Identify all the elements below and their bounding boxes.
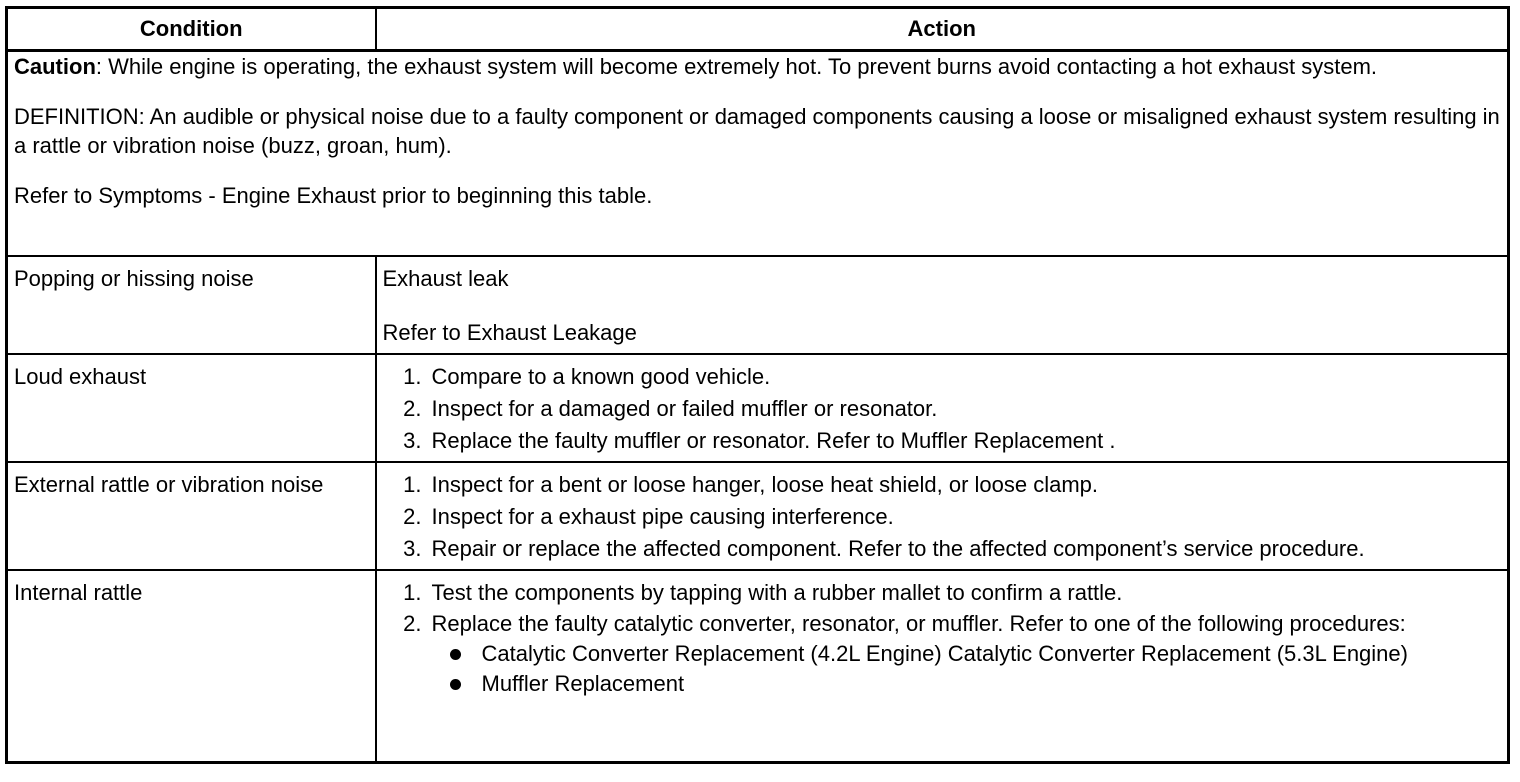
- caution-text: : While engine is operating, the exhaust system will become extremely hot. To prevent burns avoid contacting a hot exhaust system.: [95, 54, 1378, 79]
- list-item: [403, 425, 1502, 457]
- procedure-text: Catalytic Converter Replacement (4.2L Engine) Catalytic Converter Replacement (5.3L Engine): [481, 641, 1408, 666]
- list-item: [482, 639, 1502, 669]
- step-text: Replace the faulty muffler or resonator. Refer to Muffler Replacement .: [431, 428, 1116, 453]
- definition-text: DEFINITION: An audible or physical noise due to a faulty component or damaged components causing a loose or misaligned exhaust system resulting in a rattle or vibration noise (buzz, groan, hum).: [14, 104, 1500, 158]
- list-item: [482, 669, 1502, 699]
- step-number: 2.: [403, 611, 422, 636]
- intro-cell: [7, 51, 1509, 257]
- condition-cell: Popping or hissing noise: [7, 256, 376, 354]
- header-row: [7, 8, 1509, 51]
- action-line: Exhaust leak: [382, 266, 509, 291]
- table-row: [7, 462, 1509, 570]
- table-row: [7, 570, 1509, 762]
- steps-list: [383, 361, 1502, 457]
- intro-row: [7, 51, 1509, 257]
- step-text: Inspect for a damaged or failed muffler or resonator.: [431, 396, 938, 421]
- action-cell: [376, 462, 1509, 570]
- condition-cell: External rattle or vibration noise: [7, 462, 376, 570]
- list-item: [403, 501, 1502, 533]
- condition-cell: Internal rattle: [7, 570, 376, 762]
- table-row: [7, 256, 1509, 354]
- list-item: [403, 609, 1502, 699]
- step-text: Repair or replace the affected component. Refer to the affected component’s service procedure.: [431, 536, 1365, 561]
- list-item: [403, 361, 1502, 393]
- step-number: 1.: [403, 472, 422, 497]
- step-text: Test the components by tapping with a rubber mallet to confirm a rattle.: [431, 580, 1123, 605]
- action-cell: [376, 256, 1509, 354]
- condition-cell: Loud exhaust: [7, 354, 376, 462]
- action-cell: [376, 354, 1509, 462]
- steps-list: [383, 577, 1502, 699]
- step-number: 2.: [403, 504, 422, 529]
- steps-list: [383, 469, 1502, 565]
- condition-header: Condition: [7, 8, 376, 51]
- action-cell: [376, 570, 1509, 762]
- step-text: Inspect for a exhaust pipe causing interference.: [431, 504, 894, 529]
- table-row: [7, 354, 1509, 462]
- bullet-icon: [450, 679, 461, 690]
- procedure-list: [432, 639, 1502, 699]
- step-number: 3.: [403, 428, 422, 453]
- list-item: [403, 577, 1502, 609]
- step-text: Compare to a known good vehicle.: [431, 364, 771, 389]
- list-item: [403, 469, 1502, 501]
- step-number: 2.: [403, 396, 422, 421]
- action-header: Action: [376, 8, 1509, 51]
- step-number: 1.: [403, 364, 422, 389]
- list-item: [403, 393, 1502, 425]
- caution-label: Caution: [14, 54, 96, 79]
- procedure-text: Muffler Replacement: [481, 671, 685, 696]
- action-line: Refer to Exhaust Leakage: [382, 320, 637, 345]
- step-text: Replace the faulty catalytic converter, resonator, or muffler. Refer to one of the following procedures:: [431, 611, 1406, 636]
- diagnostic-table: [5, 6, 1510, 764]
- refer-text: Refer to Symptoms - Engine Exhaust prior to beginning this table.: [14, 183, 653, 208]
- step-number: 3.: [403, 536, 422, 561]
- caution-note: [14, 52, 1501, 81]
- bullet-icon: [450, 649, 461, 660]
- step-text: Inspect for a bent or loose hanger, loose heat shield, or loose clamp.: [431, 472, 1099, 497]
- list-item: [403, 533, 1502, 565]
- step-number: 1.: [403, 580, 422, 605]
